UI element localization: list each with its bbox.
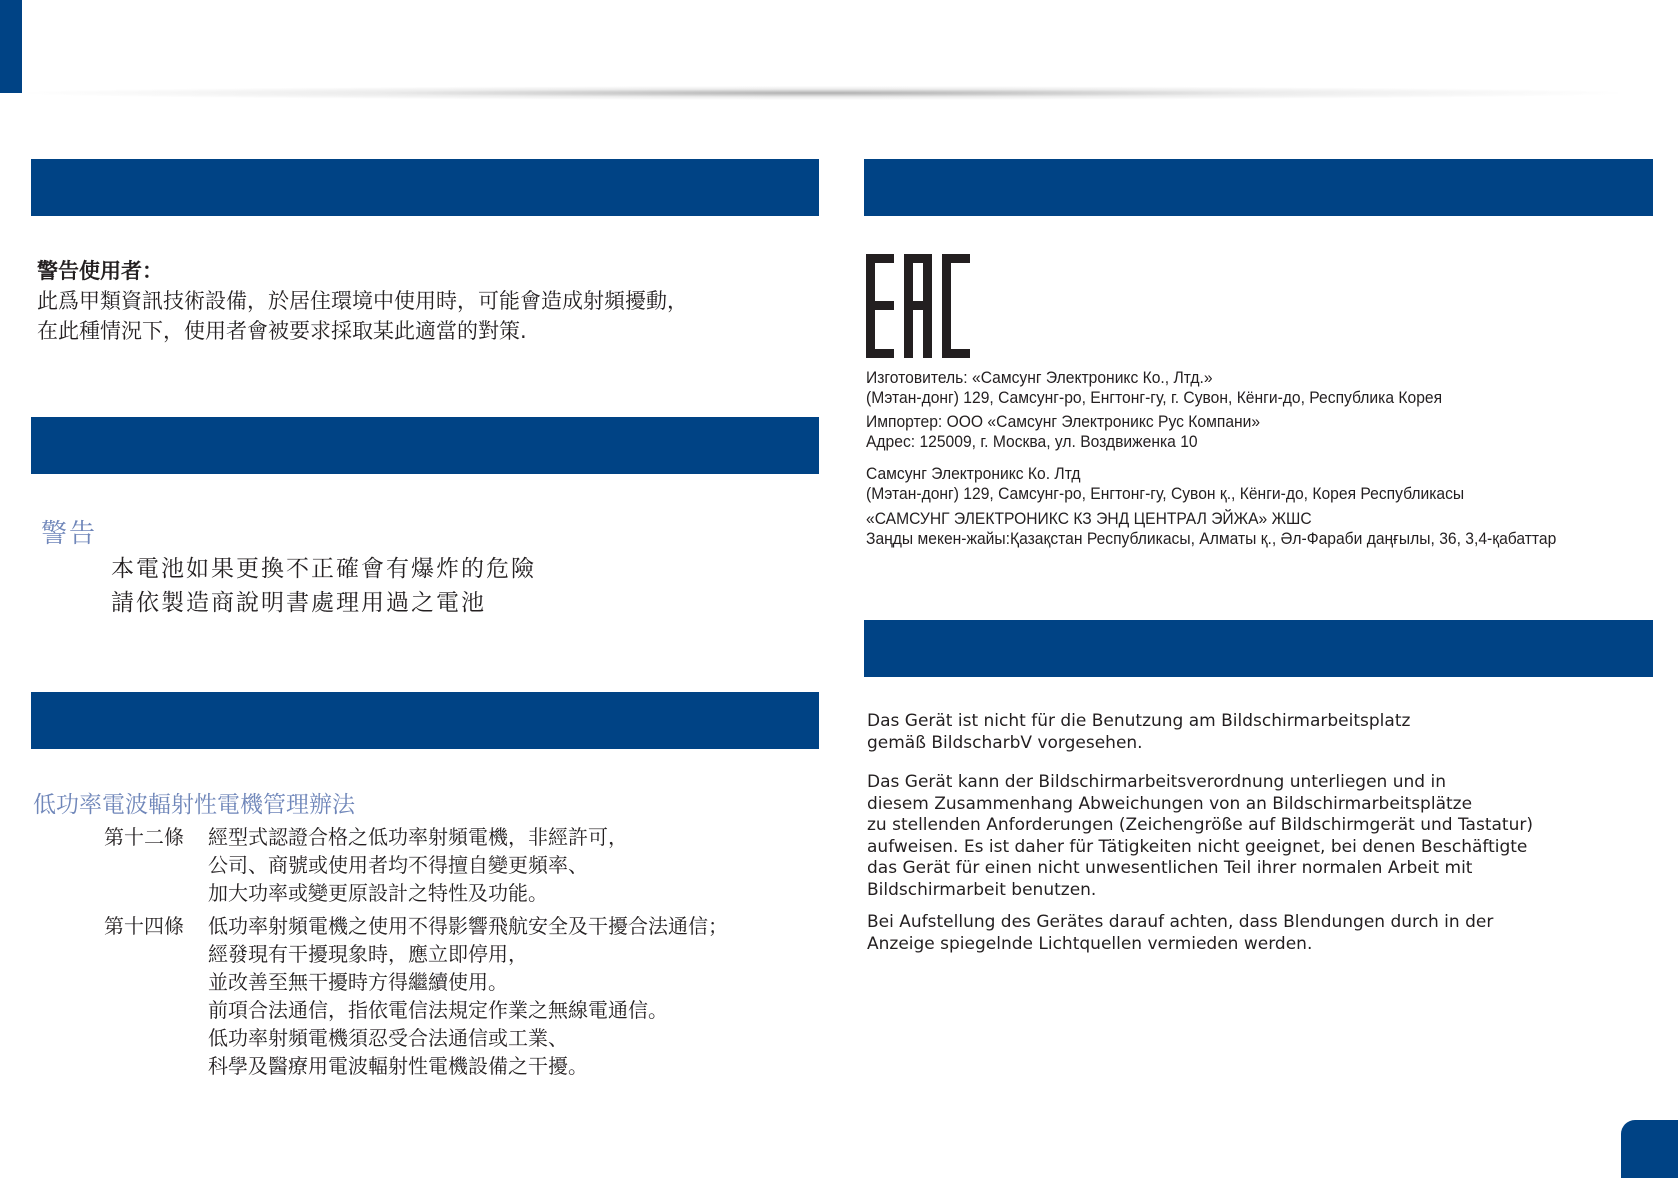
german-paragraph <box>867 912 1493 955</box>
eac-line: Изготовитель: «Самсунг Электроникс Ко., Лтд.» <box>866 368 1213 387</box>
article-line: 低功率射頻電機須忍受合法通信或工業、 <box>208 1026 568 1050</box>
german-line: das Gerät für einen nicht unwesentlichen Teil ihrer normalen Arbeit mit <box>867 858 1473 878</box>
eac-logo <box>866 254 970 358</box>
battery-warning-line: 請依製造商說明書處理用過之電池 <box>111 590 486 616</box>
article-label: 第十二條 <box>104 825 184 849</box>
article-line: 經發現有干擾現象時，應立即停用， <box>208 942 528 966</box>
german-paragraph <box>867 772 1533 901</box>
german-paragraph <box>867 711 1410 754</box>
taiwan-warning-title: 警告使用者： <box>37 259 163 283</box>
battery-warning-title: 警告 <box>41 519 98 549</box>
article-label: 第十四條 <box>104 914 184 938</box>
taiwan-warning-line: 此爲甲類資訊技術設備，於居住環境中使用時，可能會造成射頻擾動， <box>37 289 688 313</box>
header-divider <box>28 86 1618 100</box>
section-header-battery <box>31 417 819 474</box>
article-line: 前項合法通信，指依電信法規定作業之無線電通信。 <box>208 998 668 1022</box>
eac-line: Импортер: ООО «Самсунг Электроникс Рус Компани» <box>866 412 1261 431</box>
eac-line: «САМСУНГ ЭЛЕКТРОНИКС КЗ ЭНД ЦЕНТРАЛ ЭЙЖА» ЖШС <box>866 509 1312 528</box>
article-line: 科學及醫療用電波輻射性電機設備之干擾。 <box>208 1054 588 1078</box>
section-header-germany <box>864 620 1653 677</box>
eac-manufacturer-kz <box>866 464 1464 504</box>
eac-line: Адрес: 125009, г. Москва, ул. Воздвиженка 10 <box>866 432 1198 451</box>
eac-line: Заңды мекен-жайы:Қазақстан Республикасы, Алматы қ., Әл-Фараби даңғылы, 36, 3,4-қабаттар <box>866 529 1557 548</box>
page-number-tab <box>1621 1120 1678 1178</box>
article-line: 公司、商號或使用者均不得擅自變更頻率、 <box>208 853 588 877</box>
taiwan-warning <box>37 256 688 346</box>
german-line: zu stellenden Anforderungen (Zeichengröße auf Bildschirmgerät und Tastatur) <box>867 815 1533 835</box>
header-tab-marker <box>0 0 22 93</box>
article-line: 加大功率或變更原設計之特性及功能。 <box>208 881 548 905</box>
german-line: diesem Zusammenhang Abweichungen von an Bildschirmarbeitsplätze <box>867 793 1473 814</box>
german-line: Das Gerät ist nicht für die Benutzung am Bildschirmarbeitsplatz <box>867 711 1411 731</box>
article-line: 並改善至無干擾時方得繼續使用。 <box>208 970 508 994</box>
eac-manufacturer <box>866 368 1442 408</box>
german-line: Bildschirmarbeit benutzen. <box>867 879 1097 900</box>
taiwan-warning-line: 在此種情況下，使用者會被要求採取某此適當的對策. <box>37 319 527 343</box>
battery-warning-line: 本電池如果更換不正確會有爆炸的危險 <box>111 556 536 582</box>
section-header-taiwan <box>31 159 819 216</box>
low-power-title: 低功率電波輻射性電機管理辦法 <box>33 792 355 818</box>
section-header-low-power <box>31 692 819 749</box>
section-header-eac <box>864 159 1653 216</box>
eac-line: (Мэтан-донг) 129, Самсунг-ро, Енгтонг-гу, г. Сувон, Кёнги-до, Республика Корея <box>866 388 1443 407</box>
eac-line: (Мэтан-донг) 129, Самсунг-ро, Енгтонг-гу, Сувон қ., Кёнги-до, Корея Республикасы <box>866 484 1465 503</box>
german-line: Das Gerät kann der Bildschirmarbeitsverordnung unterliegen und in <box>867 772 1446 792</box>
german-line: Bei Aufstellung des Gerätes darauf achten, dass Blendungen durch in der <box>867 912 1494 932</box>
article-line: 經型式認證合格之低功率射頻電機，非經許可， <box>208 825 628 849</box>
german-line: gemäß BildscharbV vorgesehen. <box>867 732 1143 753</box>
eac-importer <box>866 412 1260 452</box>
eac-representative-kz <box>866 509 1556 549</box>
german-line: aufweisen. Es ist daher für Tätigkeiten nicht geeignet, bei denen Beschäftigte <box>867 836 1528 857</box>
eac-line: Самсунг Электроникс Ко. Лтд <box>866 464 1081 483</box>
german-line: Anzeige spiegelnde Lichtquellen vermieden werden. <box>867 933 1313 954</box>
article-line: 低功率射頻電機之使用不得影響飛航安全及干擾合法通信； <box>208 914 728 938</box>
battery-warning-text <box>111 552 536 620</box>
